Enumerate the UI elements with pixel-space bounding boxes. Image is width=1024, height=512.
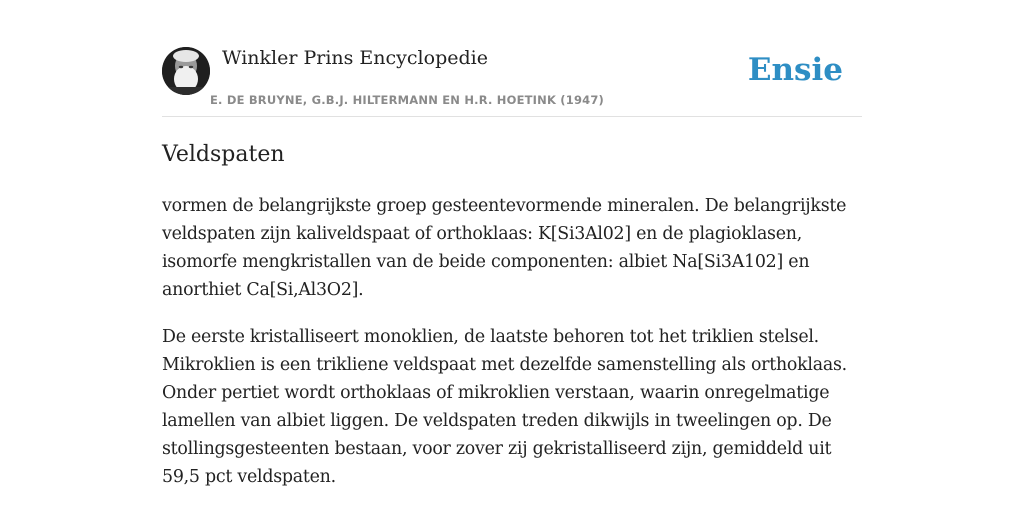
article-paragraph: vormen de belangrijkste groep gesteentevormende mineralen. De belangrijkste veldspaten zijn kaliveldspaat of orthoklaas: K[Si3Al02] en de plagioklasen, isomorfe mengkristallen van de beide componenten: albiet Na[Si3A102] en anorthiet Ca[Si,Al3O2]. (162, 196, 847, 300)
source-header (162, 46, 862, 117)
source-authors: E. DE BRUYNE, G.B.J. HILTERMANN EN H.R. HOETINK (1947) (210, 93, 605, 107)
article-body (162, 192, 862, 510)
article-title: Veldspaten (162, 142, 285, 167)
ensie-logo-link[interactable]: Ensie (747, 52, 843, 88)
source-title[interactable]: Winkler Prins Encyclopedie (222, 47, 488, 69)
author-avatar[interactable] (162, 47, 210, 95)
article-paragraph: De eerste kristalliseert monoklien, de laatste behoren tot het triklien stelsel. Mikroklien is een trikliene veldspaat met dezelfde samenstelling als orthoklaas. Onder pertiet wordt orthoklaas of mikroklien verstaan, waarin onregelmatige lamellen van albiet liggen. De veldspaten treden dikwijls in tweelingen op. De stollingsgesteenten bestaan, voor zover zij gekristalliseerd zijn, gemiddeld uit 59,5 pct veldspaten. (162, 327, 847, 487)
author-portrait-image (162, 47, 210, 95)
